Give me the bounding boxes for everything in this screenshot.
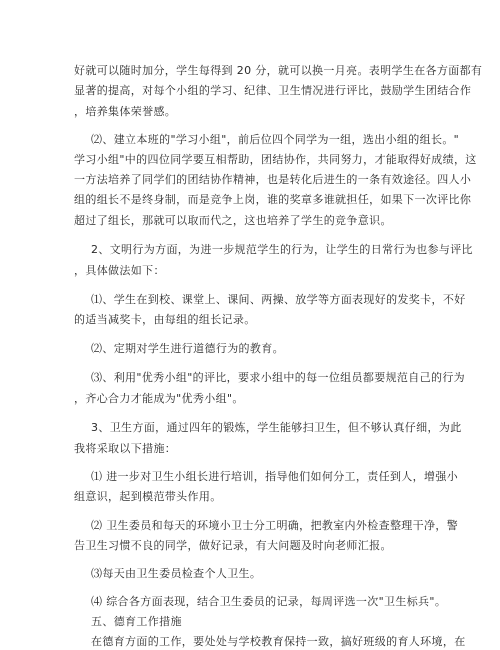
text-line: ⑶每天由卫生委员检查个人卫生。 [91,567,262,580]
text-line: 学习小组"中的四位同学要互相帮助，团结协作，共同努力，才能取得好成绩，这 [74,153,477,166]
text-line: 好就可以随时加分，学生每得到 20 分，就可以换一月亮。表明学生在各方面都有 [74,64,483,77]
text-line: 显著的提高，对每个小组的学习、纪律、卫生情况进行评比，鼓励学生团结合作 [74,84,472,97]
text-line: ⑴ 进一步对卫生小组长进行培训，指导他们如何分工，责任到人，增强小 [91,470,459,483]
text-line: ⑶、利用"优秀小组"的评比，要求小组中的每一位组员都要规范自己的行为 [91,371,466,384]
text-line: 一方法培养了同学们的团结协作精神，也是转化后进生的一条有效途径。四人小 [74,173,472,186]
text-line: 我将采取以下措施： [74,442,177,455]
text-line: ，培养集体荣誉感。 [74,105,177,118]
text-line: 组的组长不是终身制，而是竞争上岗，谁的奖章多谁就担任，如果下一次评比你 [74,193,472,206]
text-line: ⑴、学生在到校、课堂上、课间、两操、放学等方面表现好的发奖卡，不好 [91,293,466,306]
section-heading: 五、德育工作措施 [91,615,182,628]
text-line: ⑵、定期对学生进行道德行为的教育。 [91,342,284,355]
text-line: 告卫生习惯不良的同学，做好记录，有大问题及时向老师汇报。 [74,539,392,552]
text-line: 的适当减奖卡，由每组的组长记录。 [74,313,256,326]
text-line: ，齐心合力才能成为"优秀小组"。 [74,392,244,405]
text-line: ，具体做法如下： [74,264,165,277]
text-line: 组意识，起到模范带头作用。 [74,490,222,503]
text-line: ⑷ 综合各方面表现，结合卫生委员的记录，每周评选一次"卫生标兵"。 [91,595,447,608]
text-line: 3、卫生方面，通过四年的锻炼，学生能够扫卫生，但不够认真仔细，为此 [91,421,462,434]
text-line: ⑵、建立本班的"学习小组"，前后位四个同学为一组，选出小组的组长。" [91,133,460,146]
text-line: 在德育方面的工作，要处处与学校教育保持一致，搞好班级的育人环境，在 [91,635,466,648]
text-line: ⑵ 卫生委员和每天的环境小卫士分工明确，把教室内外检查整理干净，警 [91,519,459,532]
text-line: 超过了组长，那就可以取而代之，这也培养了学生的竞争意识。 [74,214,392,227]
text-line: 2、文明行为方面，为进一步规范学生的行为，让学生的日常行为也参与评比 [91,243,473,256]
